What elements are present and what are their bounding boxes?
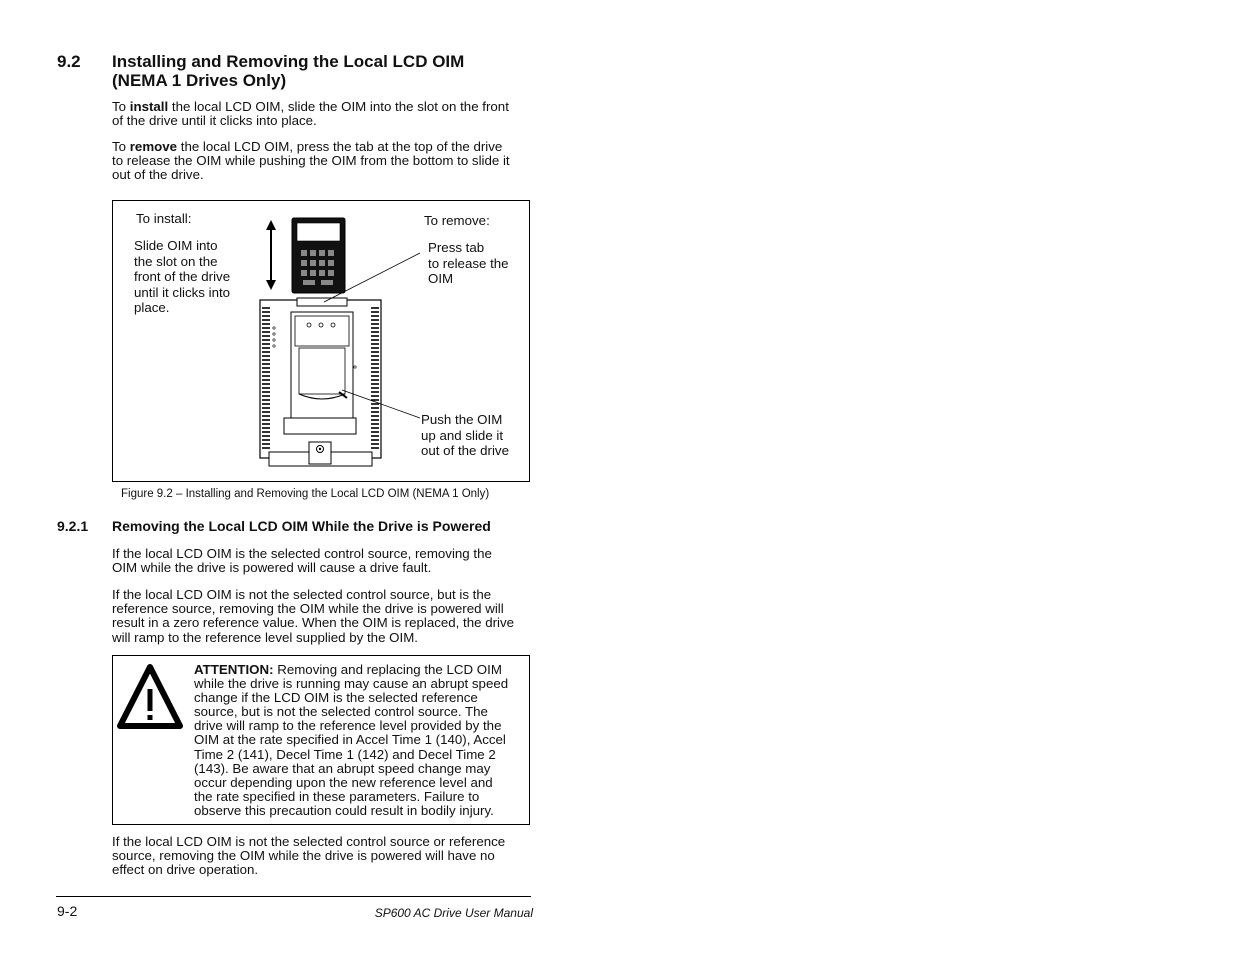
paragraph-no-effect: If the local LCD OIM is not the selected control source or reference source, removing the OIM while the drive is powered will have no effect on drive operation.	[112, 834, 506, 878]
footer-rule	[56, 896, 531, 897]
attention-text: ATTENTION: Removing and replacing the LCD OIM while the drive is running may cause an abrupt speed change if the LCD OIM is the selected reference source, but is not the selected control source. The drive will ramp to the reference level provided by the OIM at the rate specified in Accel Time 1 (140), Accel Time 2 (141), Decel Time 1 (142) and Decel Time 2 (143). Be aware that an abrupt speed change may occur depending upon the new reference level and the rate specified in these parameters. Failure to observe this precaution could result in bodily injury.	[194, 662, 509, 818]
section-title	[112, 52, 464, 90]
section-number: 9.2	[57, 52, 81, 71]
manual-title: SP600 AC Drive User Manual	[374, 906, 533, 920]
attention-label: ATTENTION:	[194, 662, 274, 677]
page-number: 9-2	[57, 903, 78, 919]
install-paragraph: To install the local LCD OIM, slide the OIM into the slot on the front of the drive until it clicks into place.	[112, 99, 509, 129]
remove-paragraph: To remove the local LCD OIM, press the tab at the top of the drive to release the OIM while pushing the OIM from the bottom to slide it out of the drive.	[112, 139, 510, 183]
figure-caption: Figure 9.2 – Installing and Removing the Local LCD OIM (NEMA 1 Only)	[121, 488, 490, 500]
section-title-line1: Installing and Removing the Local LCD OIM	[112, 52, 465, 71]
subsection-number: 9.2.1	[57, 518, 89, 534]
paragraph-reference-source: If the local LCD OIM is not the selected control source, but is the reference source, removing the OIM while the drive is powered will result in a zero reference value. When the OIM is replaced, the drive will ramp to the reference level supplied by the OIM.	[112, 587, 515, 645]
subsection-title: Removing the Local LCD OIM While the Drive is Powered	[112, 518, 491, 534]
leader-lines	[320, 250, 430, 430]
to-remove-label: To remove:	[424, 213, 490, 228]
to-install-label: To install:	[136, 211, 192, 226]
push-oim-label: Push the OIM up and slide it out of the drive	[421, 412, 509, 458]
install-steps: Slide OIM into the slot on the front of the drive until it clicks into place.	[134, 238, 231, 315]
press-tab-label: Press tab to release the OIM	[428, 240, 509, 286]
warning-triangle-icon	[116, 662, 184, 732]
section-title-line2: (NEMA 1 Drives Only)	[112, 71, 287, 90]
double-arrow-icon	[266, 220, 276, 290]
paragraph-control-source: If the local LCD OIM is the selected control source, removing the OIM while the drive is powered will cause a drive fault.	[112, 546, 492, 576]
